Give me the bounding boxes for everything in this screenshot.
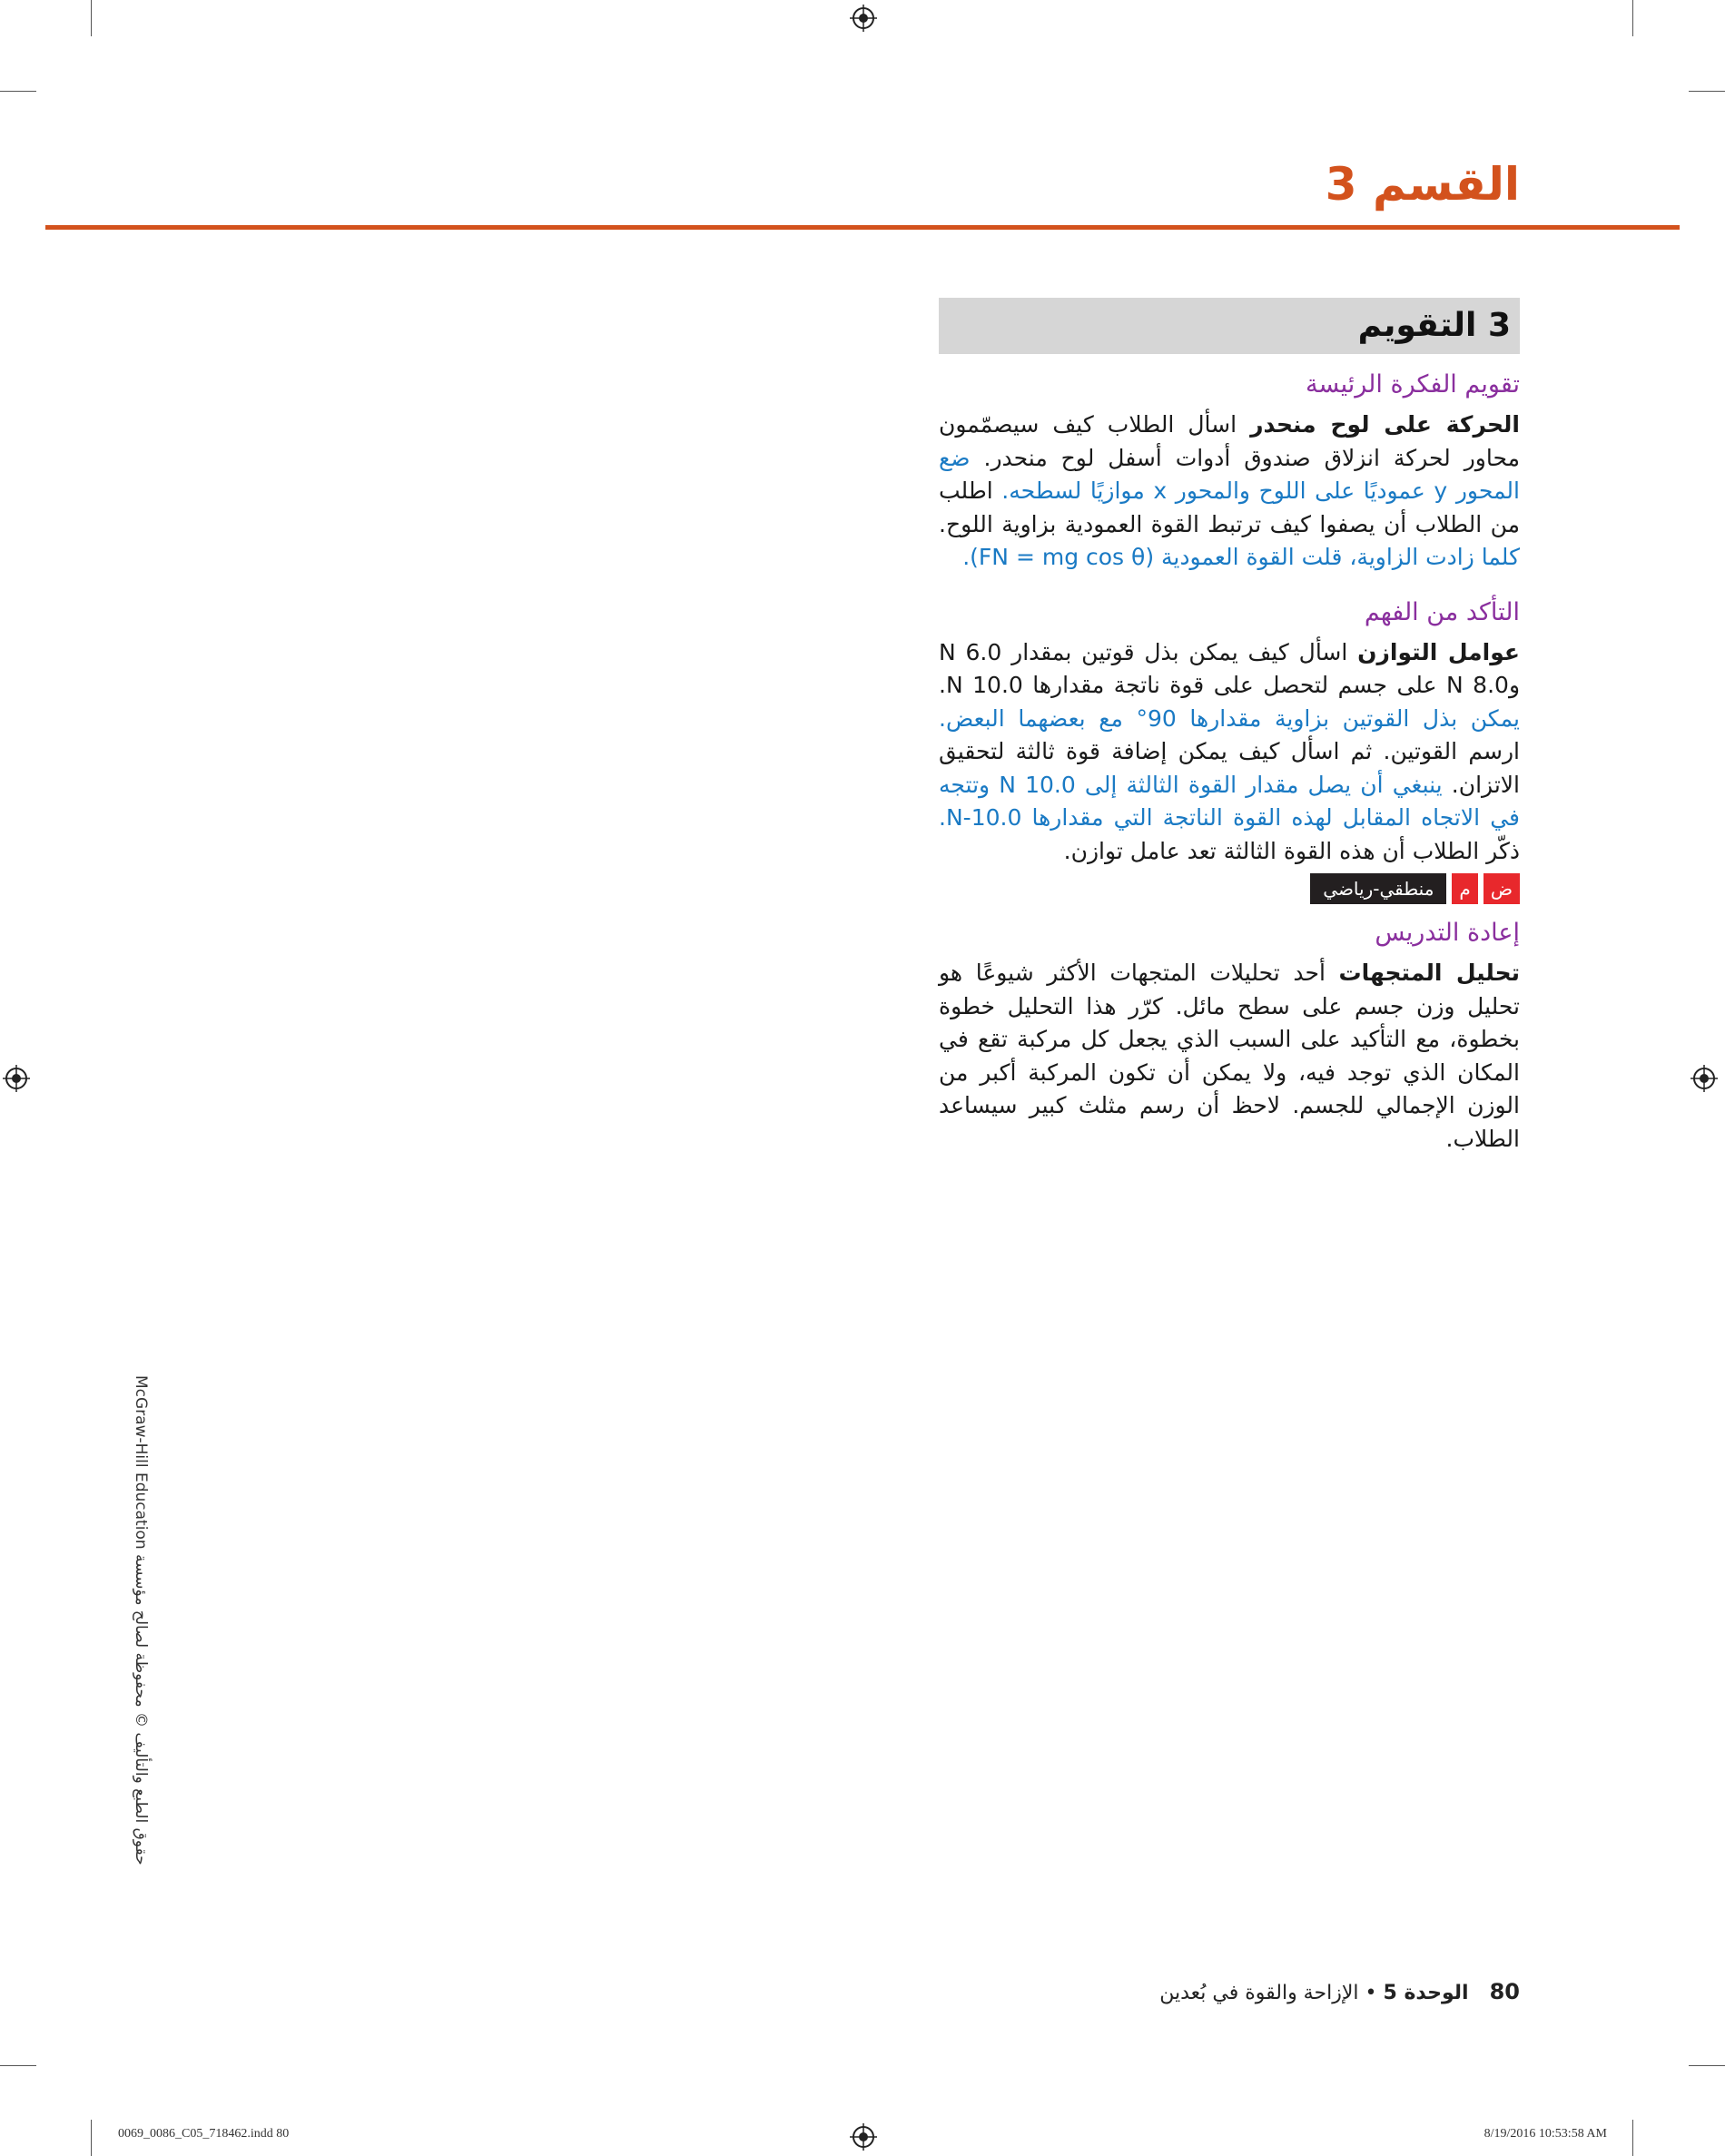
assessment-column xyxy=(939,298,1520,1156)
reteach-paragraph xyxy=(939,957,1520,1156)
footer-bullet: • xyxy=(1365,1982,1377,2004)
check-text-3: ذكّر الطلاب أن هذه القوة الثالثة تعد عامل توازن. xyxy=(1063,837,1520,864)
page-footer xyxy=(884,1979,1520,2004)
big-idea-answer-2: كلما زادت الزاوية، قلت القوة العمودية (FN = mg cos θ). xyxy=(962,544,1520,570)
registration-mark-icon xyxy=(850,2123,877,2151)
check-text-2: ارسم القوتين. ثم اسأل كيف يمكن إضافة قوة ثالثة لتحقيق الاتزان. xyxy=(939,738,1521,798)
big-idea-paragraph xyxy=(939,409,1520,575)
tag-logical-math: منطقي-رياضي xyxy=(1310,873,1446,904)
tag-intelligence: م xyxy=(1452,873,1477,904)
slug-filename: 0069_0086_C05_718462.indd 80 xyxy=(118,2127,290,2141)
crop-mark xyxy=(0,91,36,92)
section-title: القسم 3 xyxy=(1325,158,1520,211)
page-number: 80 xyxy=(1489,1979,1520,2004)
check-answer-1: يمكن بذل القوتين بزاوية مقدارها 90° مع بعضهما البعض. xyxy=(939,704,1521,732)
big-idea-answer-1: ضع المحور y عموديًا على اللوح والمحور x موازيًا لسطحه. xyxy=(939,444,1520,504)
assessment-title: 3 التقويم xyxy=(939,298,1520,354)
registration-mark-icon xyxy=(850,5,877,32)
registration-mark-icon xyxy=(1690,1065,1718,1092)
crop-mark xyxy=(1632,2120,1633,2156)
big-idea-heading: تقويم الفكرة الرئيسة xyxy=(1306,370,1520,399)
check-paragraph xyxy=(939,636,1520,869)
copyright-sidebar: McGraw-Hill Education حقوق الطبع والتأليف © محفوظة لصالح مؤسسة xyxy=(132,1375,150,1866)
big-idea-text-2: اطلب من الطلاب أن يصفوا كيف ترتبط القوة العمودية بزاوية اللوح. xyxy=(939,477,1520,537)
check-text: اسأل كيف يمكن بذل قوتين بمقدار 6.0 N و8.0 N على جسم لتحصل على قوة ناتجة مقدارها 10.0 N. xyxy=(939,638,1521,698)
unit-title: الإزاحة والقوة في بُعدين xyxy=(1159,1982,1359,2004)
section-divider xyxy=(45,225,1680,230)
crop-mark xyxy=(91,0,92,36)
reteach-lead: تحليل المتجهات xyxy=(1338,960,1520,986)
crop-mark xyxy=(1689,2065,1725,2066)
slug-datetime: 8/19/2016 10:53:58 AM xyxy=(1484,2127,1607,2141)
learning-style-tags xyxy=(939,873,1520,904)
crop-mark xyxy=(1689,91,1725,92)
unit-label: الوحدة 5 xyxy=(1383,1982,1469,2004)
check-lead: عوامل التوازن xyxy=(1357,638,1520,665)
tag-level: ض xyxy=(1484,873,1520,904)
reteach-text: أحد تحليلات المتجهات الأكثر شيوعًا هو تحليل وزن جسم على سطح مائل. كرّر هذا التحليل خطوة بخطوة، مع التأكيد على السبب الذي يجعل كل مركبة تقع في المكان الذي توجد فيه، ولا يمكن أن تكون المركبة أكبر من الوزن الإجمالي للجسم. لاحظ أن رسم مثلث كبير سيساعد الطلاب. xyxy=(939,960,1520,1152)
crop-mark xyxy=(1632,0,1633,36)
reteach-heading: إعادة التدريس xyxy=(1375,919,1520,947)
registration-mark-icon xyxy=(3,1065,30,1092)
big-idea-lead: الحركة على لوح منحدر xyxy=(1250,411,1520,438)
check-answer-2: ينبغي أن يصل مقدار القوة الثالثة إلى 10.0 N وتتجه في الاتجاه المقابل لهذه القوة الناتجة التي مقدارها 10.0-N. xyxy=(939,771,1520,831)
check-heading: التأكد من الفهم xyxy=(1364,597,1520,626)
crop-mark xyxy=(91,2120,92,2156)
big-idea-text: اسأل الطلاب كيف سيصمّمون محاور لحركة انزلاق صندوق أدوات أسفل لوح منحدر. xyxy=(939,411,1520,471)
crop-mark xyxy=(0,2065,36,2066)
